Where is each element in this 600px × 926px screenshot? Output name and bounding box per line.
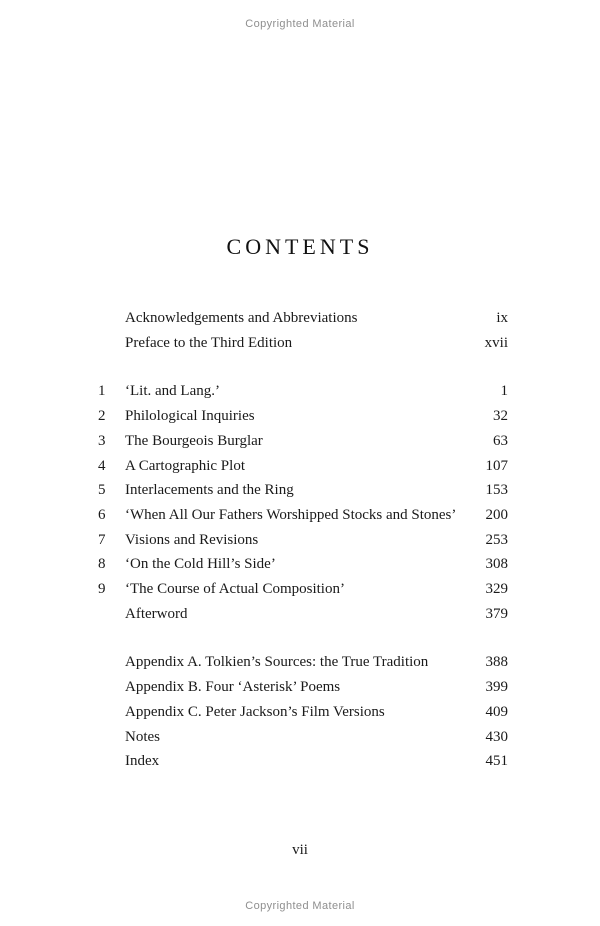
toc-entry (98, 725, 508, 750)
entry-number: 4 (98, 457, 106, 474)
entry-title: Index (125, 753, 160, 770)
toc-entry (98, 306, 508, 331)
table-of-contents (98, 306, 508, 774)
entry-title: ‘Lit. and Lang.’ (125, 383, 220, 400)
entry-title: ‘The Course of Actual Composition’ (125, 581, 345, 598)
entry-title: Appendix C. Peter Jackson’s Film Versions (125, 703, 385, 720)
page-title: CONTENTS (226, 234, 374, 259)
entry-page: 379 (485, 605, 508, 622)
entry-title: Afterword (125, 605, 188, 622)
entry-title: Appendix A. Tolkien’s Sources: the True Tradition (125, 654, 429, 671)
entry-title: Preface to the Third Edition (125, 334, 293, 351)
entry-title: Philological Inquiries (125, 408, 255, 425)
page-number: vii (292, 841, 308, 858)
toc-entry (98, 528, 508, 553)
entry-number: 1 (98, 383, 106, 400)
entry-page: 1 (500, 383, 508, 400)
toc-entry (98, 429, 508, 454)
toc-entry (98, 552, 508, 577)
entry-title: Visions and Revisions (125, 531, 259, 548)
copyright-watermark-bottom: Copyrighted Material (245, 900, 355, 912)
entry-title: Acknowledgements and Abbreviations (125, 310, 358, 326)
toc-entry (98, 700, 508, 725)
toc-entry (98, 454, 508, 479)
entry-number: 9 (98, 581, 106, 598)
entry-number: 5 (98, 482, 106, 499)
entry-title: ‘When All Our Fathers Worshipped Stocks and Stones’ (125, 506, 457, 523)
toc-entry (98, 503, 508, 528)
entry-page: 153 (485, 482, 508, 499)
toc-entry (98, 331, 508, 356)
toc-entry (98, 675, 508, 700)
toc-entry (98, 478, 508, 503)
toc-entry (98, 602, 508, 627)
entry-title: The Bourgeois Burglar (125, 432, 263, 449)
entry-page: 409 (485, 703, 508, 720)
entry-page: 329 (485, 581, 508, 598)
toc-entry (98, 404, 508, 429)
entry-page: 388 (485, 654, 508, 671)
toc-entry (98, 749, 508, 774)
toc-entry (98, 650, 508, 675)
entry-title: Interlacements and the Ring (125, 482, 294, 499)
entry-number: 6 (98, 506, 106, 523)
entry-title: Notes (125, 728, 160, 745)
entry-page: 253 (485, 531, 508, 548)
entry-page: 399 (485, 679, 508, 696)
entry-title: ‘On the Cold Hill’s Side’ (125, 556, 276, 573)
entry-page: 430 (485, 728, 508, 745)
entry-page: 32 (493, 408, 508, 425)
entry-page: ix (496, 310, 508, 326)
entry-title: A Cartographic Plot (125, 457, 245, 474)
entry-page: 200 (485, 506, 508, 523)
toc-entry (98, 379, 508, 404)
entry-page: xvii (484, 334, 508, 351)
entry-page: 451 (485, 753, 508, 770)
entry-page: 63 (493, 432, 508, 449)
entry-number: 3 (98, 432, 106, 449)
copyright-watermark-top: Copyrighted Material (245, 18, 355, 30)
entry-page: 107 (485, 457, 508, 474)
entry-title: Appendix B. Four ‘Asterisk’ Poems (125, 679, 341, 696)
entry-number: 2 (98, 408, 106, 425)
entry-number: 7 (98, 531, 106, 548)
toc-entry (98, 577, 508, 602)
entry-number: 8 (98, 556, 106, 573)
entry-page: 308 (485, 556, 508, 573)
